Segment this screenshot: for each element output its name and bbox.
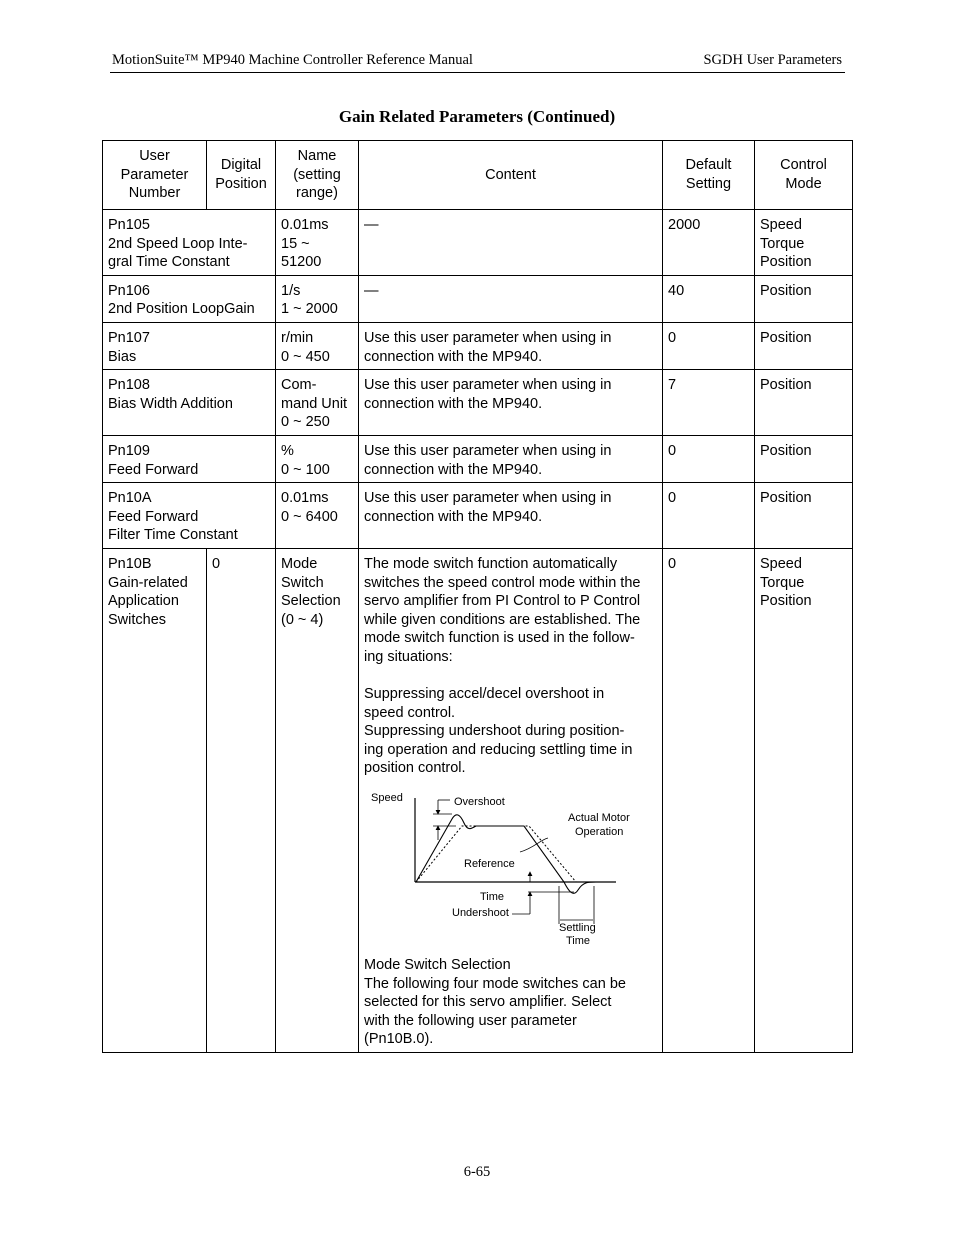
table-row — [103, 210, 853, 276]
digital-cell: 0 — [207, 548, 276, 1052]
default-cell: 0 — [663, 435, 755, 482]
mode-cell: Position — [755, 322, 853, 369]
label-settling-2: Time — [566, 935, 591, 948]
header-user-parameter-number: User Parameter Number — [103, 141, 207, 210]
default-cell: 2000 — [663, 210, 755, 276]
label-time: Time — [480, 891, 505, 904]
header-content: Content — [359, 141, 663, 210]
param-cell: Pn107 Bias — [103, 322, 276, 369]
page-number: 6-65 — [463, 1164, 491, 1180]
header-section-title: SGDH User Parameters — [703, 52, 842, 68]
default-cell: 0 — [663, 322, 755, 369]
header-digital-position: Digital Position — [207, 141, 276, 210]
label-actual-2: Operation — [575, 826, 624, 839]
table-row — [103, 322, 853, 369]
table-header-row — [103, 141, 853, 210]
content-cell: — — [359, 210, 663, 276]
label-speed: Speed — [371, 792, 403, 805]
header-manual-title: MotionSuite™ MP940 Machine Controller Reference Manual — [112, 52, 473, 68]
header-default-setting: Default Setting — [663, 141, 755, 210]
name-cell: % 0 ~ 100 — [276, 435, 359, 482]
mode-cell: Position — [755, 483, 853, 549]
header-control-mode: Control Mode — [755, 141, 853, 210]
name-cell: 0.01ms 15 ~ 51200 — [276, 210, 359, 276]
param-cell: Pn105 2nd Speed Loop Inte- gral Time Constant — [103, 210, 276, 276]
mode-cell: Position — [755, 275, 853, 322]
label-actual-1: Actual Motor — [568, 812, 630, 825]
mode-cell: Speed Torque Position — [755, 548, 853, 1052]
header-rule — [110, 72, 845, 73]
content-cell: Use this user parameter when using in connection with the MP940. — [359, 483, 663, 549]
default-cell: 0 — [663, 483, 755, 549]
mode-cell: Position — [755, 370, 853, 436]
table-row — [103, 275, 853, 322]
name-cell: 0.01ms 0 ~ 6400 — [276, 483, 359, 549]
page-title: Gain Related Parameters (Continued) — [338, 107, 616, 126]
label-settling-1: Settling — [559, 922, 596, 935]
name-cell: Com- mand Unit 0 ~ 250 — [276, 370, 359, 436]
mode-cell: Speed Torque Position — [755, 210, 853, 276]
param-cell: Pn109 Feed Forward — [103, 435, 276, 482]
table-row-pn10b — [103, 548, 853, 1052]
param-cell: Pn106 2nd Position LoopGain — [103, 275, 276, 322]
table-row — [103, 370, 853, 436]
param-cell: Pn108 Bias Width Addition — [103, 370, 276, 436]
content-cell: Use this user parameter when using in connection with the MP940. — [359, 435, 663, 482]
table-row — [103, 435, 853, 482]
content-cell: — — [359, 275, 663, 322]
content-cell: Use this user parameter when using in connection with the MP940. — [359, 370, 663, 436]
label-undershoot: Undershoot — [452, 907, 509, 920]
name-cell: Mode Switch Selection (0 ~ 4) — [276, 548, 359, 1052]
name-cell: r/min 0 ~ 450 — [276, 322, 359, 369]
default-cell: 40 — [663, 275, 755, 322]
reference-line — [416, 826, 576, 882]
default-cell: 7 — [663, 370, 755, 436]
label-reference: Reference — [464, 858, 515, 871]
parameters-table — [102, 140, 853, 1053]
mode-cell: Position — [755, 435, 853, 482]
param-cell: Pn10A Feed Forward Filter Time Constant — [103, 483, 276, 549]
default-cell: 0 — [663, 548, 755, 1052]
label-overshoot: Overshoot — [454, 796, 505, 809]
content-cell: Use this user parameter when using in connection with the MP940. — [359, 322, 663, 369]
table-row — [103, 483, 853, 549]
mode-switch-diagram — [364, 786, 654, 956]
name-cell: 1/s 1 ~ 2000 — [276, 275, 359, 322]
param-cell: Pn10B Gain-related Application Switches — [103, 548, 207, 1052]
content-cell: The mode switch function automatically switches the speed control mode within the servo amplifier from PI Control to P Control while given conditions are established. The mode switch function is used in the follow- ing situations: Suppressing accel/decel overshoot in speed control. Suppressing undershoot during position- ing operation and reducing settling time in position control. Speed Overshoot Actual Motor Operation Reference Time Undershoot Settling Time Mode Switch Selection The following four mode switches can be selected for this servo amplifier. Select with the following user parameter (Pn10B.0). — [359, 548, 663, 1052]
header-name: Name (setting range) — [276, 141, 359, 210]
